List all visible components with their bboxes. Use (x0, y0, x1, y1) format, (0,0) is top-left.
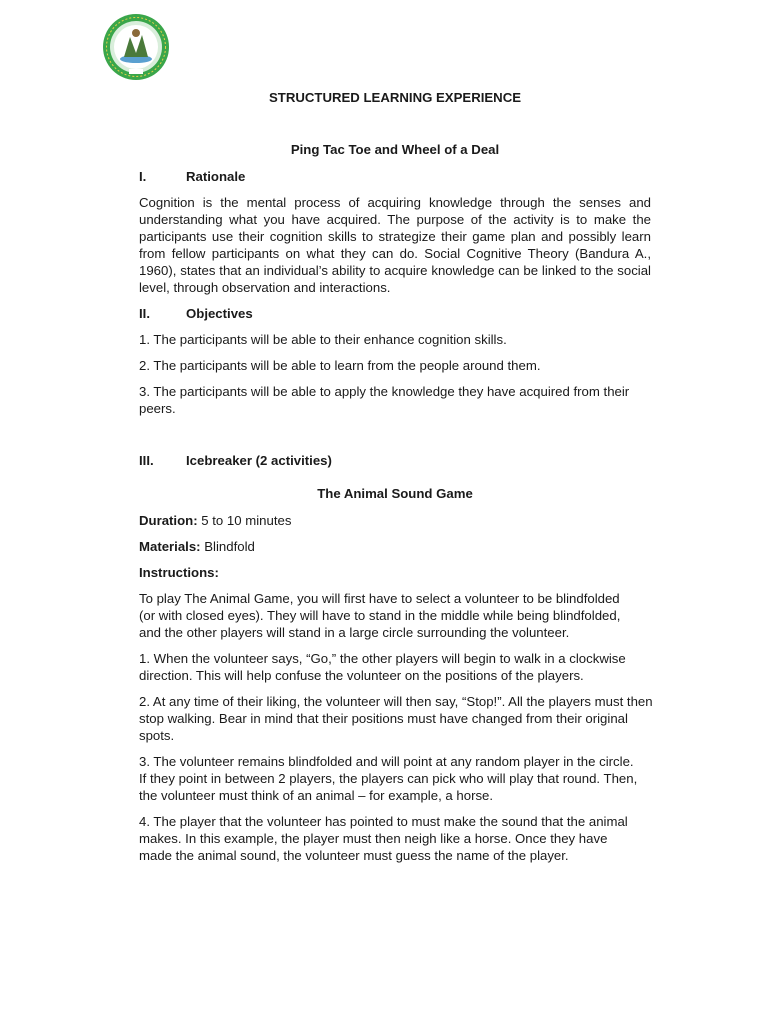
instruction-step: 2. At any time of their liking, the volunteer will then say, “Stop!”. All the players must then stop walking. Bear in mind that their positions must have changed from their original spots. (139, 694, 653, 743)
game-title: The Animal Sound Game (317, 486, 473, 501)
instructions-label: Instructions: (139, 565, 219, 580)
materials-line (139, 538, 651, 555)
instructions-intro: To play The Animal Game, you will first have to select a volunteer to be blindfolded (or with closed eyes). They will have to stand in the middle while being blindfolded, and the other players will stand in a large circle surrounding the volunteer. (139, 591, 621, 640)
duration-label: Duration: (139, 513, 198, 528)
document-title: STRUCTURED LEARNING EXPERIENCE (268, 90, 522, 105)
objective-item: 2. The participants will be able to learn from the people around them. (139, 358, 541, 373)
materials-label: Materials: (139, 539, 201, 554)
document-subtitle: Ping Tac Toe and Wheel of a Deal (290, 142, 500, 157)
section-heading-objectives (139, 305, 651, 322)
section-title: Icebreaker (2 activities) (186, 453, 332, 468)
duration-line (139, 512, 651, 529)
objective-item: 3. The participants will be able to apply the knowledge they have acquired from their peers. (139, 384, 630, 416)
instruction-step: 1. When the volunteer says, “Go,” the other players will begin to walk in a clockwise direction. This will help confuse the volunteer on the positions of the players. (139, 651, 626, 683)
objective-item: 1. The participants will be able to their enhance cognition skills. (139, 332, 507, 347)
section-title: Objectives (186, 306, 253, 321)
section-title: Rationale (186, 169, 246, 184)
section-heading-rationale (139, 168, 651, 185)
section-heading-icebreaker (139, 452, 651, 469)
instruction-step: 3. The volunteer remains blindfolded and will point at any random player in the circle. If they point in between 2 players, the players can pick who will play that round. Then, the volunteer must think of an animal – for example, a horse. (139, 754, 638, 803)
document-page (139, 87, 651, 864)
school-seal-icon (102, 13, 170, 81)
instruction-step: 4. The player that the volunteer has pointed to must make the sound that the animal makes. In this example, the player must then neigh like a horse. Once they have made the animal sound, the volunteer must guess the name of the player. (139, 814, 628, 863)
rationale-paragraph: Cognition is the mental process of acquiring knowledge through the senses and understanding what you have acquired. The purpose of the activity is to make the participants use their cognition skills to strategize their game plan and possibly learn from fellow participants on what they can do. Social Cognitive Theory (Bandura A., 1960), states that an individual’s ability to acquire knowledge can be linked to the social level, through observation and interactions. (139, 195, 651, 295)
section-number: I. (139, 169, 147, 184)
section-number: III. (139, 453, 154, 468)
materials-value: Blindfold (200, 539, 255, 554)
duration-value: 5 to 10 minutes (197, 513, 292, 528)
section-number: II. (139, 306, 150, 321)
